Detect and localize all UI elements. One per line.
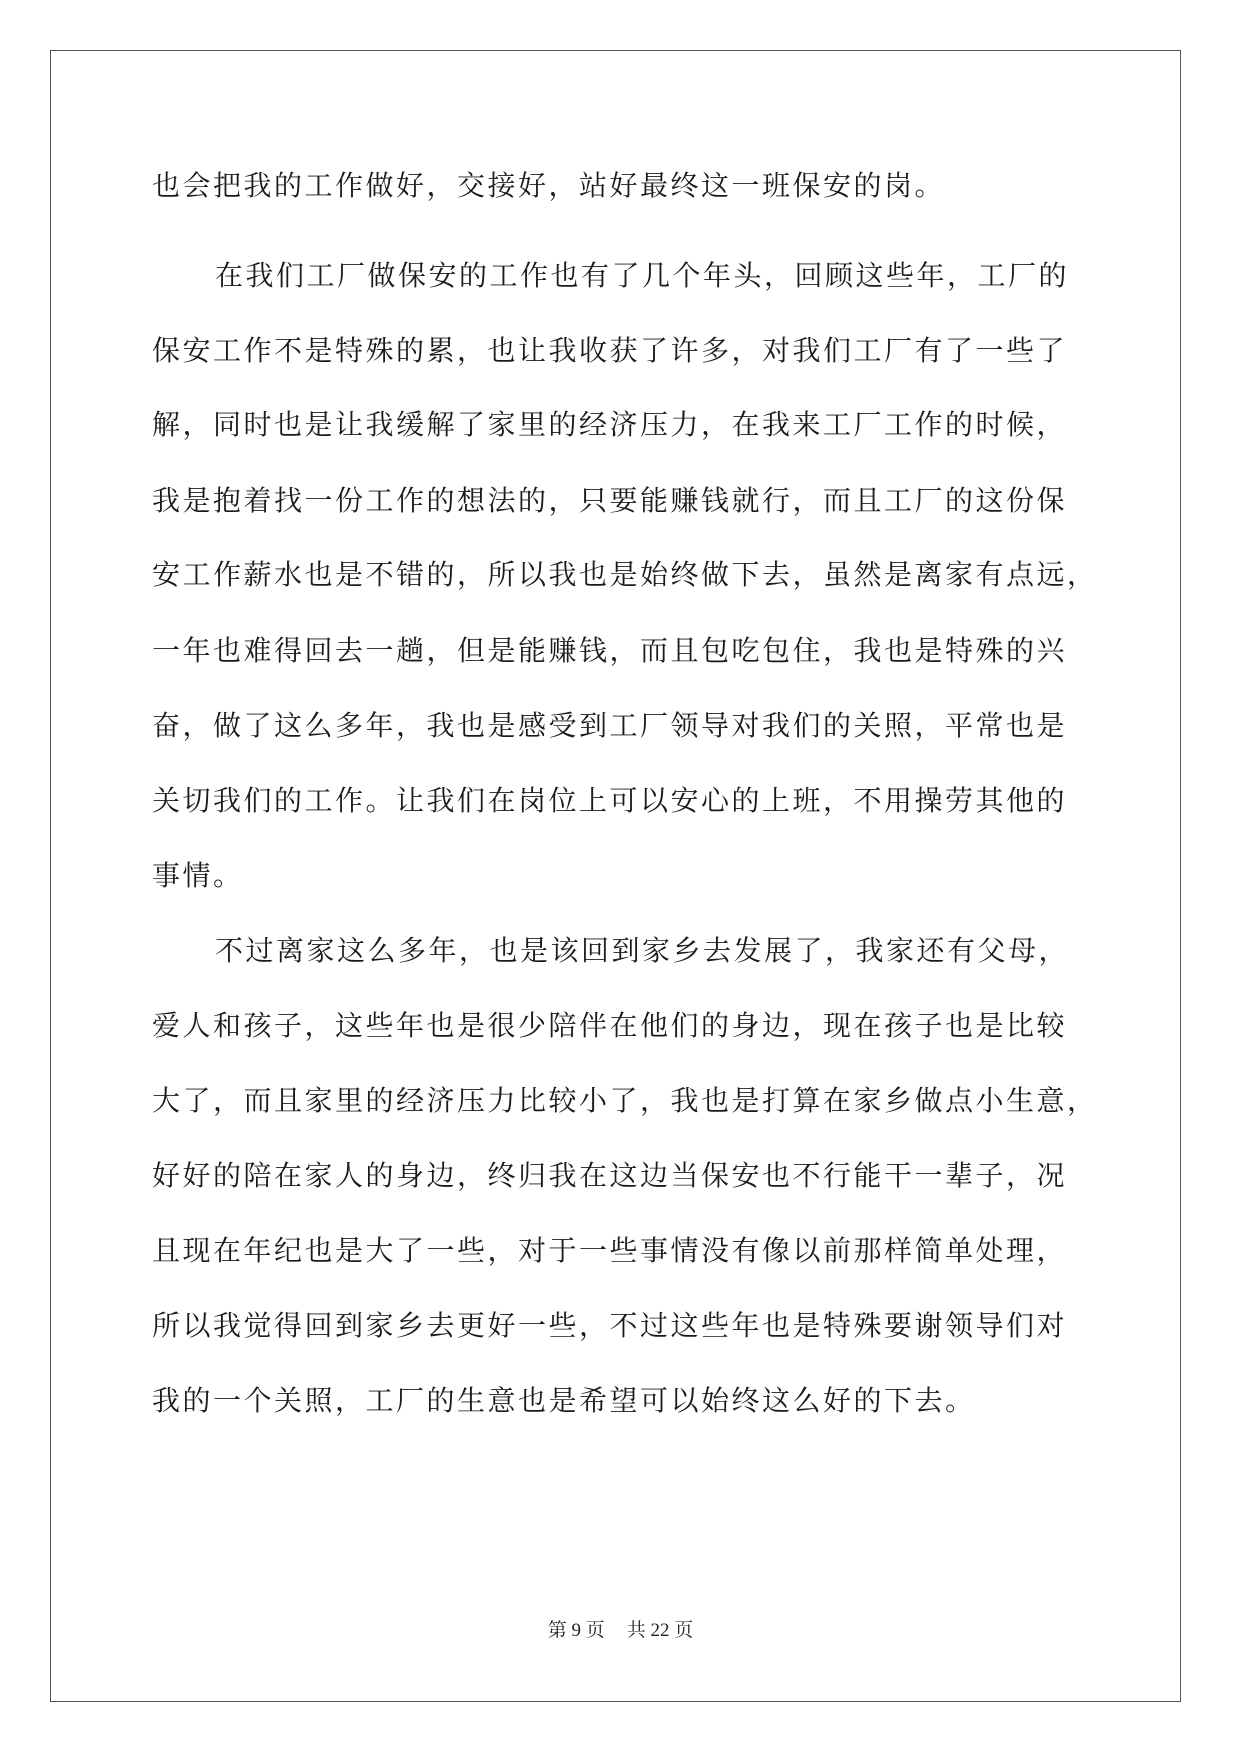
page-number: 第 9 页 (547, 1620, 605, 1641)
text-line: 事情。 (152, 859, 244, 892)
page-footer (0, 1618, 1241, 1644)
text-line: 好好的陪在家人的身边，终归我在这边当保安也不行能干一辈子，况 (152, 1159, 1068, 1192)
text-line: 关切我们的工作。让我们在岗位上可以安心的上班，不用操劳其他的 (152, 784, 1068, 817)
text-line: 所以我觉得回到家乡去更好一些，不过这些年也是特殊要谢领导们对 (152, 1309, 1068, 1342)
text-line: 保安工作不是特殊的累，也让我收获了许多，对我们工厂有了一些了 (152, 334, 1068, 367)
paragraph-start-line: 不过离家这么多年，也是该回到家乡去发展了，我家还有父母， (215, 934, 1070, 967)
text-line: 我是抱着找一份工作的想法的，只要能赚钱就行，而且工厂的这份保 (152, 484, 1068, 517)
text-line: 且现在年纪也是大了一些，对于一些事情没有像以前那样简单处理， (152, 1234, 1068, 1267)
text-line: 安工作薪水也是不错的，所以我也是始终做下去，虽然是离家有点远， (152, 558, 1098, 591)
text-line: 也会把我的工作做好，交接好，站好最终这一班保安的岗。 (152, 169, 946, 202)
text-line: 爱人和孩子，这些年也是很少陪伴在他们的身边，现在孩子也是比较 (152, 1009, 1068, 1042)
text-line: 解，同时也是让我缓解了家里的经济压力，在我来工厂工作的时候， (152, 408, 1068, 441)
text-line: 大了，而且家里的经济压力比较小了，我也是打算在家乡做点小生意， (152, 1084, 1098, 1117)
total-pages: 共 22 页 (626, 1620, 694, 1641)
paragraph-start-line: 在我们工厂做保安的工作也有了几个年头，回顾这些年，工厂的 (215, 259, 1070, 292)
text-line: 一年也难得回去一趟，但是能赚钱，而且包吃包住，我也是特殊的兴 (152, 634, 1068, 667)
text-line: 奋，做了这么多年，我也是感受到工厂领导对我们的关照，平常也是 (152, 709, 1068, 742)
text-line: 我的一个关照，工厂的生意也是希望可以始终这么好的下去。 (152, 1384, 976, 1417)
